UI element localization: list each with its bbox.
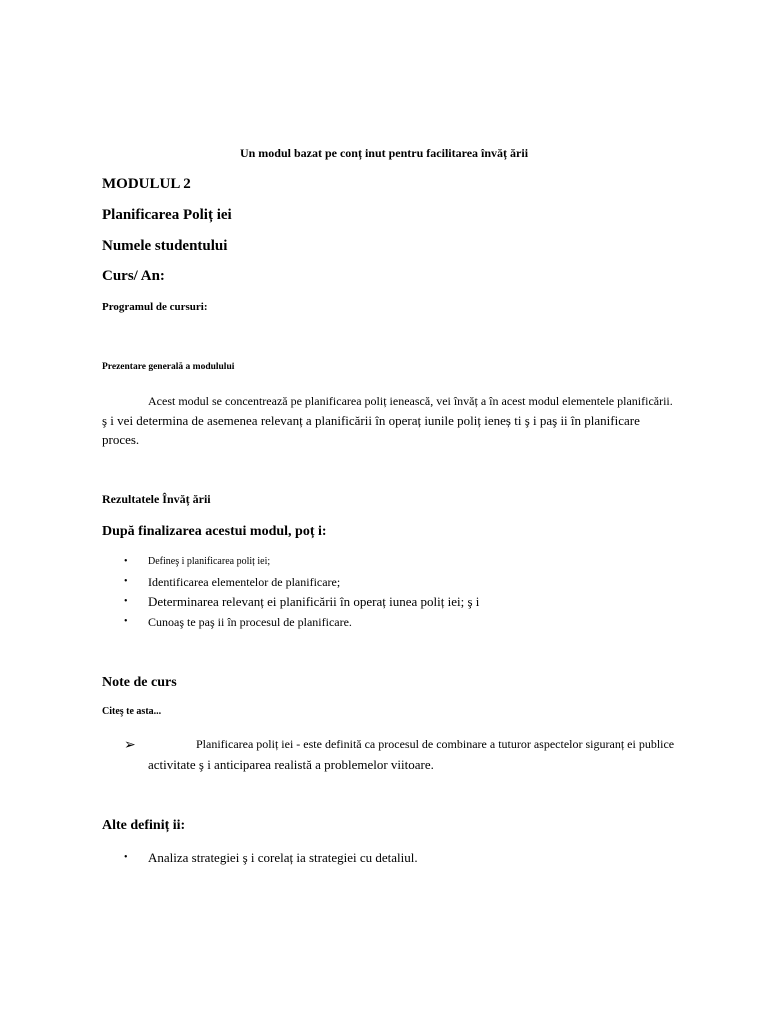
bullet-icon: •: [124, 596, 128, 607]
bullet-icon: •: [124, 576, 128, 587]
list-item: [124, 552, 479, 572]
definition-line: activitate ş i anticiparea realistă a problemelor viitoare.: [148, 757, 434, 772]
results-heading: Rezultatele Învăț ării: [102, 492, 211, 506]
other-definitions-list: [124, 848, 418, 868]
overview-label: Prezentare generală a modulului: [102, 362, 235, 372]
outcome-text: Defineş i planificarea poliț iei;: [148, 556, 271, 567]
outcomes-list: [124, 552, 479, 632]
other-definition-text: Analiza strategiei ş i corelaț ia strategiei cu detaliul.: [148, 850, 418, 865]
outcome-text: Cunoaş te paş ii în procesul de planificare.: [148, 615, 352, 629]
bullet-icon: •: [124, 852, 128, 863]
course-year-label: Curs/ An:: [102, 268, 165, 284]
arrow-bullet-icon: ➢: [124, 738, 136, 753]
outcome-text: Identificarea elementelor de planificare;: [148, 575, 341, 589]
document-title: Un modul bazat pe conț inut pentru facilitarea învăț ării: [239, 146, 529, 160]
other-definitions-heading: Alte definiț ii:: [102, 818, 186, 833]
bullet-icon: •: [124, 556, 128, 567]
bullet-icon: •: [124, 616, 128, 627]
overview-line: Acest modul se concentrează pe planificarea poliț ienească, vei învăț a în acest modul elementele planificării.: [148, 394, 673, 408]
overview-line: proces.: [102, 432, 140, 447]
overview-line: ş i vei determina de asemenea relevanț a planificării în operaț iunile poliț ieneș ti ş i paş ii în planificare: [102, 413, 640, 428]
outcome-text: Determinarea relevanț ei planificării în operaț iunea poliț iei; ş i: [148, 594, 480, 609]
notes-heading: Note de curs: [102, 675, 177, 690]
read-label: Citeş te asta...: [102, 706, 162, 717]
student-name-label: Numele studentului: [102, 238, 228, 254]
definition-line: Planificarea poliț iei - este definită ca procesul de combinare a tuturor aspectelor siguranț ei publice: [196, 737, 675, 751]
list-item: [124, 848, 418, 868]
module-heading: MODULUL 2: [102, 176, 191, 192]
list-item: [124, 612, 479, 632]
list-item: [124, 572, 479, 592]
after-heading: După finalizarea acestui modul, poț i:: [102, 524, 327, 539]
topic-heading: Planificarea Poliț iei: [102, 207, 232, 223]
program-label: Programul de cursuri:: [102, 301, 208, 313]
list-item: [124, 592, 479, 612]
overview-paragraph: [102, 392, 732, 449]
